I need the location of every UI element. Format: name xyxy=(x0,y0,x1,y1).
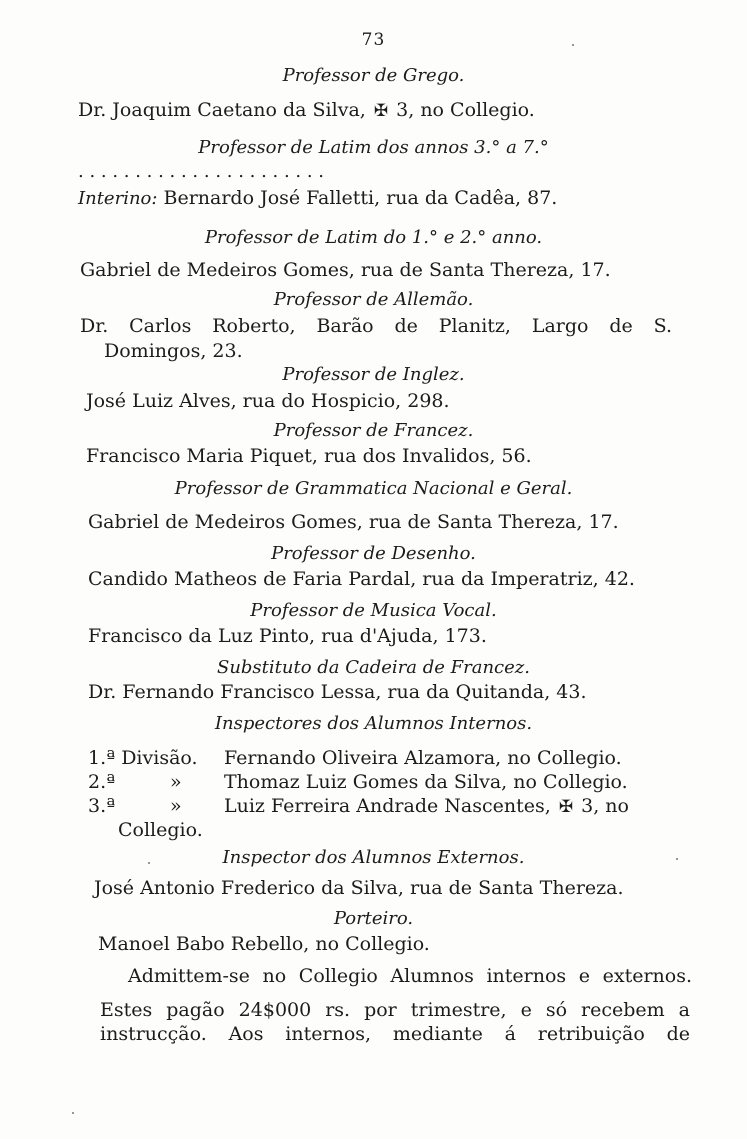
entry-grammar: Gabriel de Medeiros Gomes, rua de Santa Thereza, 17. xyxy=(88,511,619,533)
heading-french: Professor de Francez. xyxy=(273,420,474,441)
print-speck xyxy=(572,44,574,46)
entry-french: Francisco Maria Piquet, rua dos Invalidos, 56. xyxy=(86,445,532,467)
entry-latin-lower: Gabriel de Medeiros Gomes, rua de Santa Thereza, 17. xyxy=(80,259,611,281)
heading-grammar: Professor de Grammatica Nacional e Geral. xyxy=(174,478,573,499)
heading-latin-upper: Professor de Latim dos annos 3.° a 7.° xyxy=(198,137,549,158)
inspector-row-1-text: Fernando Oliveira Alzamora, no Collegio. xyxy=(224,747,622,769)
entry-greek-rest: 3, no Collegio. xyxy=(396,99,535,121)
inspector-row-2-text: Thomaz Luiz Gomes da Silva, no Collegio. xyxy=(224,771,628,793)
entry-english: José Luiz Alves, rua do Hospicio, 298. xyxy=(86,390,450,412)
heading-internal-inspectors: Inspectores dos Alumnos Internos. xyxy=(214,713,533,734)
heading-greek: Professor de Grego. xyxy=(282,65,465,86)
page-number: 73 xyxy=(361,30,386,50)
closing-line-2: Estes pagão 24$000 rs. por trimestre, e só recebem a xyxy=(100,999,690,1021)
inspector-row-2-label: 2.ª xyxy=(88,771,116,793)
entry-drawing: Candido Matheos de Faria Pardal, rua da Imperatriz, 42. xyxy=(88,568,635,590)
heading-latin-lower: Professor de Latim do 1.° e 2.° anno. xyxy=(204,227,543,248)
entry-greek-name: Dr. Joaquim Caetano da Silva, xyxy=(78,99,366,121)
entry-latin-upper-text: Bernardo José Falletti, rua da Cadêa, 87. xyxy=(163,187,558,209)
heading-music: Professor de Musica Vocal. xyxy=(250,600,497,621)
inspector-row-3-text xyxy=(224,794,629,819)
entry-porter: Manoel Babo Rebello, no Collegio. xyxy=(98,933,430,955)
heading-english: Professor de Inglez. xyxy=(282,364,465,385)
interino-label: Interino: xyxy=(78,188,158,209)
heading-drawing: Professor de Desenho. xyxy=(271,543,476,564)
heading-german: Professor de Allemão. xyxy=(273,289,474,310)
entry-greek xyxy=(78,98,535,123)
entry-german-line1: Dr. Carlos Roberto, Barão de Planitz, Largo de S. xyxy=(80,315,672,337)
print-speck xyxy=(148,862,150,864)
heading-external-inspector: Inspector dos Alumnos Externos. xyxy=(222,847,525,868)
print-speck xyxy=(72,1112,74,1114)
inspector-row-3-continuation: Collegio. xyxy=(118,819,203,841)
inspector-row-3-rest: 3, no xyxy=(581,795,629,817)
closing-line-3: instrucção. Aos internos, mediante á retribuição de xyxy=(100,1023,690,1045)
inspector-row-1-label: 1.ª Divisão. xyxy=(88,747,198,769)
heading-french-substitute: Substituto da Cadeira de Francez. xyxy=(216,657,530,678)
inspector-row-3-name: Luiz Ferreira Andrade Nascentes, xyxy=(224,795,551,817)
order-cross-icon: ✠ xyxy=(558,797,574,817)
entry-latin-upper xyxy=(78,186,557,211)
entry-music: Francisco da Luz Pinto, rua d'Ajuda, 173. xyxy=(88,625,487,647)
dotted-leader: . . . . . . . . . . . . . . . . . . . . . . xyxy=(78,161,325,182)
inspector-row-3-label: 3.ª xyxy=(88,795,116,817)
closing-line-1: Admittem-se no Collegio Alumnos internos e externos. xyxy=(128,965,692,987)
entry-external-inspector: José Antonio Frederico da Silva, rua de Santa Thereza. xyxy=(94,877,624,899)
entry-french-substitute: Dr. Fernando Francisco Lessa, rua da Quitanda, 43. xyxy=(88,681,587,703)
ditto-mark: » xyxy=(170,771,182,793)
ditto-mark: » xyxy=(170,795,182,817)
heading-porter: Porteiro. xyxy=(333,908,414,929)
order-cross-icon: ✠ xyxy=(373,101,389,121)
entry-german-line2: Domingos, 23. xyxy=(104,340,243,362)
print-speck xyxy=(676,858,678,860)
